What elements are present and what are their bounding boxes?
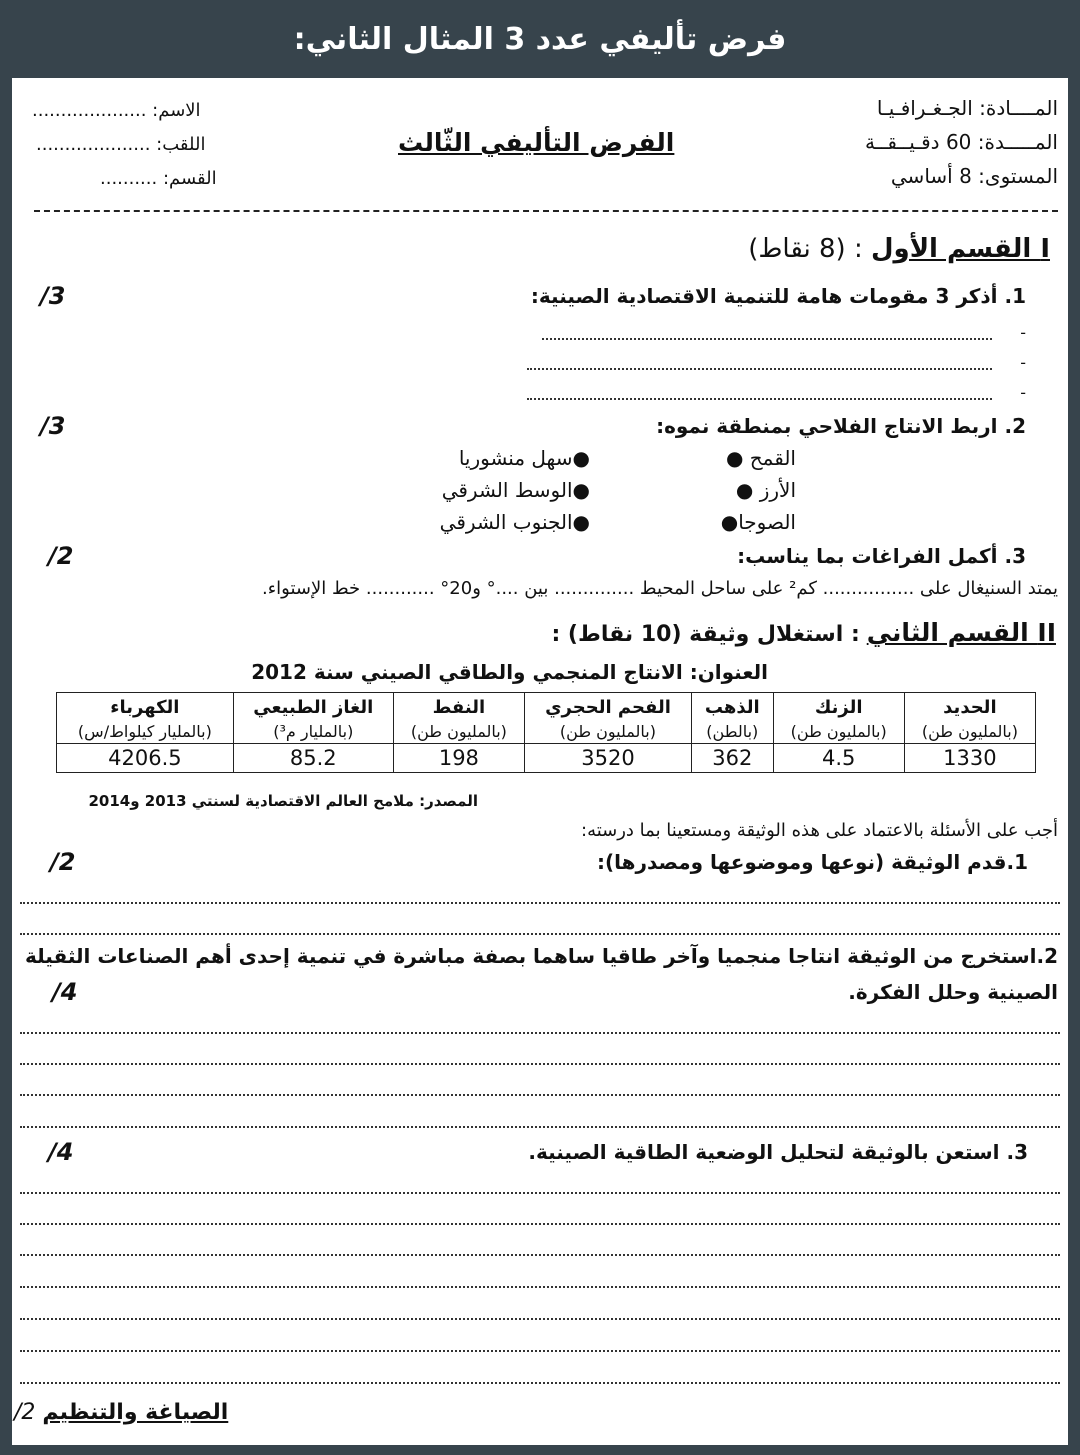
table-header: النفط bbox=[393, 693, 524, 721]
answer-line[interactable] bbox=[527, 398, 992, 400]
banner-title: فرض تأليفي عدد 3 المثال الثاني: bbox=[293, 21, 787, 57]
table-header: الذهب bbox=[691, 693, 773, 721]
answer-line[interactable] bbox=[20, 1126, 1060, 1128]
table-cell: 85.2 bbox=[233, 744, 393, 773]
table-cell: 4206.5 bbox=[57, 744, 234, 773]
table-cell: 4.5 bbox=[773, 744, 904, 773]
fill-blank-sentence[interactable]: يمتد السنيغال على ................ كم² على ساحل المحيط .............. بين ....° و20° ............ خط الإستواء. bbox=[261, 578, 1058, 599]
footer-score: /2 bbox=[14, 1400, 36, 1425]
surname-field[interactable]: اللقب: .................... bbox=[36, 134, 206, 155]
answer-line[interactable] bbox=[527, 368, 992, 370]
part2-q2-line2: الصينية وحلل الفكرة. bbox=[848, 980, 1058, 1004]
answer-line[interactable] bbox=[20, 902, 1060, 904]
answer-line[interactable] bbox=[20, 1286, 1060, 1288]
answer-line[interactable] bbox=[20, 1032, 1060, 1034]
duration: المـــــدة: 60 دقـيــقــة bbox=[864, 130, 1058, 154]
table-header: الغاز الطبيعي bbox=[233, 693, 393, 721]
match-left-1[interactable]: القمح ● bbox=[725, 446, 796, 470]
answer-line[interactable] bbox=[20, 1192, 1060, 1194]
name-field[interactable]: الاسم: .................... bbox=[32, 100, 201, 121]
table-unit: (بالمليون طن) bbox=[773, 720, 904, 744]
instruction: أجب على الأسئلة بالاعتماد على هذه الوثيقة ومستعينا بما درسته: bbox=[581, 820, 1058, 841]
table-cell: 362 bbox=[691, 744, 773, 773]
match-right-3[interactable]: ●الجنوب الشرقي bbox=[439, 510, 590, 534]
match-right-1[interactable]: ●سهل منشوريا bbox=[458, 446, 590, 470]
production-table bbox=[56, 692, 1036, 773]
document-title: العنوان: الانتاج المنجمي والطاقي الصيني سنة 2012 bbox=[251, 660, 768, 684]
score-p1q3: /2 bbox=[48, 542, 74, 570]
bullet: - bbox=[1020, 353, 1026, 372]
part2-q3: 3. استعن بالوثيقة لتحليل الوضعية الطاقية الصينية. bbox=[528, 1140, 1028, 1164]
part1-q3: 3. أكمل الفراغات بما يناسب: bbox=[737, 544, 1026, 568]
table-header: الزنك bbox=[773, 693, 904, 721]
table-header-row bbox=[57, 693, 1036, 721]
bullet: - bbox=[1020, 383, 1026, 402]
part2-heading: II القسم الثاني : استغلال وثيقة (10 نقاط) : bbox=[551, 618, 1056, 647]
table-unit: (بالمليون طن) bbox=[393, 720, 524, 744]
table-value-row bbox=[57, 744, 1036, 773]
part2-q2-line1: 2.استخرج من الوثيقة انتاجا منجميا وآخر طاقيا ساهما بصفة مباشرة في تنمية إحدى أهم الصناعات الثقيلة bbox=[24, 944, 1058, 968]
table-unit-row bbox=[57, 720, 1036, 744]
divider bbox=[34, 210, 1058, 212]
answer-line[interactable] bbox=[20, 1350, 1060, 1352]
level: المستوى: 8 أساسي bbox=[890, 164, 1058, 188]
table-unit: (بالمليون طن) bbox=[904, 720, 1035, 744]
footer-grading bbox=[14, 1400, 228, 1425]
score-p2q3: /4 bbox=[48, 1138, 74, 1166]
answer-line[interactable] bbox=[20, 1223, 1060, 1225]
table-cell: 1330 bbox=[904, 744, 1035, 773]
exam-paper bbox=[12, 78, 1068, 1445]
answer-line[interactable] bbox=[20, 1063, 1060, 1065]
score-p1q2: /3 bbox=[40, 412, 66, 440]
score-p2q1: /2 bbox=[50, 848, 76, 876]
answer-line[interactable] bbox=[20, 1382, 1060, 1384]
page-banner bbox=[0, 0, 1080, 78]
bullet: - bbox=[1020, 323, 1026, 342]
subject: المــــادة: الجـغـرافـيـا bbox=[876, 96, 1058, 120]
match-left-3[interactable]: الصوجا● bbox=[720, 510, 796, 534]
table-header: الفحم الحجري bbox=[524, 693, 691, 721]
table-unit: (بالمليار كيلواط/س) bbox=[57, 720, 234, 744]
part1-heading: I القسم الأول : (8 نقاط) bbox=[748, 234, 1050, 264]
part1-q1: 1. أذكر 3 مقومات هامة للتنمية الاقتصادية الصينية: bbox=[530, 284, 1026, 308]
table-cell: 3520 bbox=[524, 744, 691, 773]
score-p1q1: /3 bbox=[40, 282, 66, 310]
part1-q2: 2. اربط الانتاج الفلاحي بمنطقة نموه: bbox=[656, 414, 1026, 438]
document-source: المصدر: ملامح العالم الاقتصادية لسنتي 2013 و2014 bbox=[88, 792, 478, 810]
table-header: الكهرباء bbox=[57, 693, 234, 721]
class-field[interactable]: القسم: .......... bbox=[100, 168, 217, 189]
answer-line[interactable] bbox=[20, 1094, 1060, 1096]
score-p2q2: /4 bbox=[52, 978, 78, 1006]
answer-line[interactable] bbox=[542, 338, 992, 340]
match-left-2[interactable]: الأرز ● bbox=[735, 478, 796, 502]
match-right-2[interactable]: ●الوسط الشرقي bbox=[441, 478, 590, 502]
table-unit: (بالمليون طن) bbox=[524, 720, 691, 744]
answer-line[interactable] bbox=[20, 1254, 1060, 1256]
table-cell: 198 bbox=[393, 744, 524, 773]
part2-q1: 1.قدم الوثيقة (نوعها وموضوعها ومصدرها): bbox=[596, 850, 1028, 874]
exam-title: الفرض التأليفي الثّالث bbox=[398, 128, 675, 157]
answer-line[interactable] bbox=[20, 933, 1060, 935]
table-header: الحديد bbox=[904, 693, 1035, 721]
footer-label: الصياغة والتنظيم bbox=[42, 1400, 229, 1425]
table-unit: (بالطن) bbox=[691, 720, 773, 744]
answer-line[interactable] bbox=[20, 1318, 1060, 1320]
table-unit: (بالمليار م³) bbox=[233, 720, 393, 744]
